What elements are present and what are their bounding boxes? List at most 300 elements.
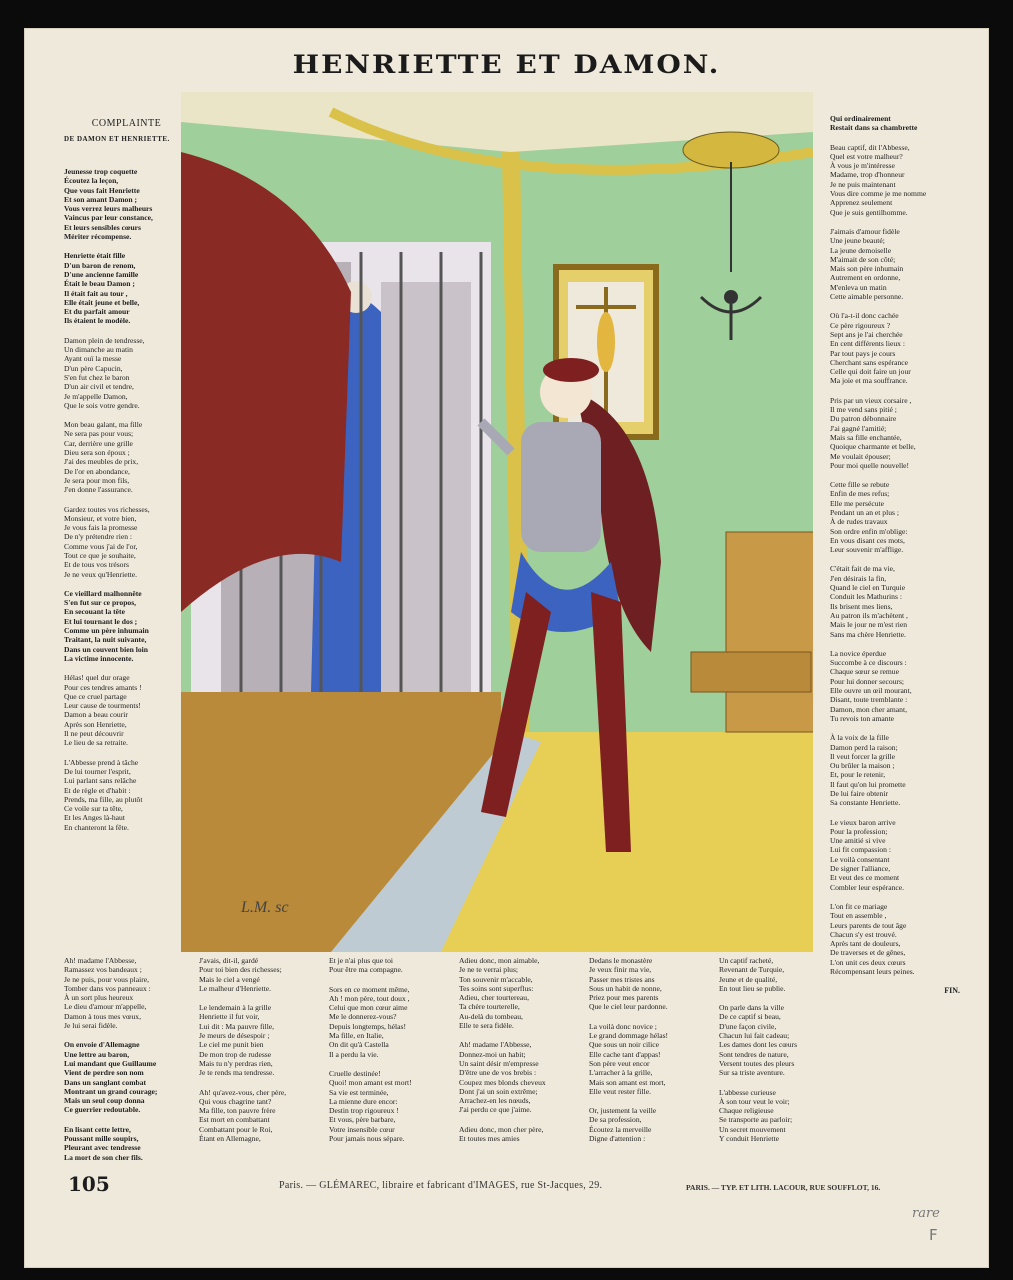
verse-line: Madame, trop d'honneur <box>830 170 905 180</box>
stanza <box>830 480 960 554</box>
verse-line: D'un air civil et tendre, <box>64 382 134 392</box>
verse-line: Après tant de douleurs, <box>830 939 901 949</box>
verse-line: J'aimais d'amour fidèle <box>830 226 900 236</box>
verse-line: De ce captif si beau, <box>719 1012 781 1022</box>
verse-line: De signer l'alliance, <box>830 864 891 874</box>
verse-line: Leur souvenir m'afflige. <box>830 545 904 555</box>
verse-line: Mais son amant est mort, <box>589 1077 666 1087</box>
verse-line: De lui faire obtenir <box>830 789 888 798</box>
stanza <box>459 956 587 1030</box>
verse-line: Lui dit : Ma pauvre fille, <box>199 1021 275 1031</box>
verse-line: Je m'appelle Damon, <box>64 391 128 401</box>
stanza <box>830 649 960 723</box>
verse-line: Un captif racheté, <box>719 956 774 965</box>
stanza <box>719 956 847 993</box>
verse-line: Sors en ce moment même, <box>329 984 410 994</box>
verse-line: Conduit les Mathurins : <box>830 592 902 602</box>
verse-line: Dedans le monastère <box>589 956 653 965</box>
verse-line: Disant, toute tremblante : <box>830 695 908 705</box>
verse-line: Par tout pays je cours <box>830 348 896 358</box>
verse-line: Je ne te verrai plus; <box>459 965 519 975</box>
printer-imprint: PARIS. — TYP. ET LITH. LACOUR, RUE SOUFFLOT, 16. <box>686 1183 881 1192</box>
verse-line: Ce vieillard malhonnête <box>64 588 142 598</box>
stanza <box>64 505 189 579</box>
stanza <box>64 673 189 747</box>
verse-line: Quoi! mon amant est mort! <box>329 1078 412 1088</box>
verse-line: L'on fit ce mariage <box>830 901 888 911</box>
verse-line: Se transporte au parloir; <box>719 1115 793 1125</box>
verse-line: D'une façon civile, <box>719 1021 777 1031</box>
verse-line: Au patron ils m'achètent , <box>830 610 908 620</box>
verse-line: Comme un père inhumain <box>64 626 149 636</box>
verse-line: Lui parlant sans relâche <box>64 776 137 786</box>
verse-line: Écoutez la merveille <box>589 1124 652 1134</box>
verse-line: Ce voile sur ta tête, <box>64 804 123 814</box>
verse-line: Tout en assemble , <box>830 911 887 921</box>
verse-line: M'enleva un matin <box>830 282 887 292</box>
verse-line: De mon trop de rudesse <box>199 1049 272 1059</box>
verse-line: Ce guerrier redoutable. <box>64 1105 141 1115</box>
verse-line: Que le ciel leur pardonne. <box>589 1002 668 1012</box>
verse-line: Le lendemain à la grille <box>199 1003 272 1013</box>
verse-line: Montrant un grand courage; <box>64 1086 158 1096</box>
verse-line: Qui ordinairement <box>830 114 891 123</box>
verse-line: La mort de son cher fils. <box>64 1152 143 1162</box>
verse-line: Chaque sœur se remue <box>830 667 899 677</box>
verse-line: C'était fait de ma vie, <box>830 564 895 574</box>
verse-line: À vous je m'intéresse <box>830 161 895 171</box>
verse-line: M'aimait de son côté; <box>830 254 896 264</box>
verse-line: Cruelle destinée! <box>329 1068 381 1078</box>
verse-line: J'avais, dit-il, gardé <box>199 956 259 965</box>
verse-line: D'une ancienne famille <box>64 269 139 279</box>
verse-line: Celui que mon cœur aime <box>329 1003 408 1013</box>
verse-line: Adieu donc, mon aimable, <box>459 956 540 965</box>
bottom-column <box>329 956 457 1153</box>
verse-line: Le voilà consentant <box>830 854 890 864</box>
stanza <box>329 956 457 975</box>
verse-line: À de rudes travaux <box>830 517 888 527</box>
verse-line: Ramassez vos bandeaux ; <box>64 965 142 975</box>
verse-line: Leur cause de tourments! <box>64 701 141 711</box>
verse-line: Dans un sanglant combat <box>64 1077 147 1087</box>
right-text-column <box>830 114 960 995</box>
verse-line: Étant en Allemagne, <box>199 1134 261 1144</box>
verse-line: Prends, ma fille, au plutôt <box>64 794 143 804</box>
verse-line: Le vieux baron arrive <box>830 817 896 827</box>
bottom-column <box>459 956 587 1153</box>
verse-line: Qui vous chagrine tant? <box>199 1096 272 1106</box>
verse-line: Tu revois ton amante <box>830 713 895 723</box>
verse-line: Elle me persécute <box>830 498 884 508</box>
verse-line: Je lui serai fidèle. <box>64 1021 118 1031</box>
verse-line: Sont tendres de nature, <box>719 1049 789 1059</box>
verse-line: Du patron débonnaire <box>830 414 897 424</box>
verse-line: Cette aimable personne. <box>830 292 904 302</box>
verse-line: Comme vous j'ai de l'or, <box>64 541 138 551</box>
stanza <box>589 1022 717 1096</box>
verse-line: Ah ! mon père, tout doux , <box>329 993 410 1003</box>
verse-line: Son père veut encor <box>589 1058 650 1068</box>
verse-line: Beau captif, dit l'Abbesse, <box>830 142 910 152</box>
verse-line: D'un baron de renom, <box>64 260 136 270</box>
verse-line: Que ce cruel partage <box>64 691 127 701</box>
verse-line: Gardez toutes vos richesses, <box>64 504 150 514</box>
stanza <box>830 311 960 385</box>
verse-line: Ils étaient le modèle. <box>64 316 131 326</box>
verse-line: Ce père rigoureux ? <box>830 320 891 330</box>
verse-line: Mais sa fille enchantée, <box>830 432 902 442</box>
verse-line: Leurs parents de tout âge <box>830 920 907 930</box>
verse-line: Pendant un an et plus ; <box>830 507 899 517</box>
verse-line: Et je n'ai plus que toi <box>329 956 394 965</box>
verse-line: Écoutez la leçon, <box>64 176 119 186</box>
verse-line: Les dames dont les cœurs <box>719 1040 798 1050</box>
stanza <box>199 1003 327 1077</box>
verse-line: Et les Anges là-haut <box>64 813 125 823</box>
verse-line: Passer mes tristes ans <box>589 974 655 984</box>
verse-line: L'abbesse curieuse <box>719 1087 776 1097</box>
verse-line: J'en désirais la fin, <box>830 573 887 583</box>
verse-line: Pour jamais nous sépare. <box>329 1134 405 1144</box>
verse-line: La novice éperdue <box>830 648 887 658</box>
verse-line: Que le sois votre gendre. <box>64 400 140 410</box>
verse-line: De n'y prétendre rien : <box>64 532 132 542</box>
verse-line: Elle ouvre un œil mourant, <box>830 686 912 696</box>
verse-line: Damon plein de tendresse, <box>64 335 145 345</box>
stanza <box>830 396 960 470</box>
stanza <box>830 733 960 807</box>
stanza <box>719 1003 847 1077</box>
verse-line: Ils brisent mes liens, <box>830 601 893 611</box>
verse-line: Damon à tous mes vœux, <box>64 1011 141 1021</box>
stanza <box>719 1088 847 1144</box>
verse-line: Adieu donc, mon cher père, <box>459 1124 544 1134</box>
verse-line: Apprenez seulement <box>830 198 893 208</box>
verse-line: Hélas! quel dur orage <box>64 673 130 683</box>
verse-line: De sa profession, <box>589 1115 642 1125</box>
stanza <box>830 564 960 638</box>
verse-line: Donnez-moi un habit; <box>459 1049 526 1059</box>
bottom-column <box>64 956 192 1172</box>
verse-line: En chanteront la fête. <box>64 822 129 832</box>
verse-line: Combler leur espérance. <box>830 882 905 892</box>
verse-line: Pour lui donner secours; <box>830 676 905 686</box>
verse-line: Dont j'ai un soin extrême; <box>459 1086 538 1096</box>
verse-line: Ta chère tourterelle, <box>459 1002 520 1012</box>
verse-line: J'ai gagné l'amitié; <box>830 423 887 433</box>
verse-line: Vous verrez leurs malheurs <box>64 204 153 214</box>
verse-line: Elle veut rester fille. <box>589 1086 651 1096</box>
verse-line: Ah! qu'avez-vous, cher père, <box>199 1087 287 1097</box>
verse-line: Cette fille se rebute <box>830 480 890 490</box>
verse-line: J'ai des meubles de prix, <box>64 457 139 467</box>
verse-line: Et de tous vos trésors <box>64 560 129 570</box>
verse-line: Mon beau galant, ma fille <box>64 420 143 430</box>
verse-line: Et toutes mes amies <box>459 1134 520 1144</box>
verse-line: On dit qu'à Castella <box>329 1040 389 1050</box>
verse-line: Je ne puis maintenant <box>830 179 896 189</box>
verse-line: Je veux finir ma vie, <box>589 965 652 975</box>
verse-line: Ma fille, ton pauvre frère <box>199 1106 276 1116</box>
verse-line: Je te rends ma tendresse. <box>199 1068 275 1078</box>
verse-line: À la voix de la fille <box>830 733 889 743</box>
verse-line: Mais son père inhumain <box>830 264 904 274</box>
verse-line: La mienne dure encor: <box>329 1096 398 1106</box>
verse-line: Dieu sera son époux ; <box>64 448 130 458</box>
verse-line: Priez pour mes parents <box>589 993 659 1003</box>
verse-line: Elle était jeune et belle, <box>64 297 140 307</box>
verse-line: Et veut des ce moment <box>830 873 900 883</box>
verse-line: Monsieur, et votre bien, <box>64 513 137 523</box>
stanza <box>830 818 960 892</box>
verse-line: Une lettre au baron, <box>64 1049 130 1059</box>
verse-line: Le dieu d'amour m'appelle, <box>64 1002 147 1012</box>
verse-line: Elle cache tant d'appas! <box>589 1049 661 1059</box>
verse-line: Mais un seul coup donna <box>64 1096 145 1106</box>
verse-line: On envoie d'Allemagne <box>64 1040 140 1050</box>
verse-line: Ma joie et ma souffrance. <box>830 376 908 386</box>
verse-line: Je ne veux qu'Henriette. <box>64 569 138 579</box>
verse-line: Il ne peut découvrir <box>64 729 124 739</box>
verse-line: Autrement en ordonne, <box>830 273 901 283</box>
verse-line: Sans ma chère Henriette. <box>830 629 906 639</box>
publisher-imprint: Paris. — GLÉMAREC, libraire et fabricant d'IMAGES, rue St-Jacques, 29. <box>279 1180 603 1191</box>
bottom-column <box>589 956 717 1153</box>
verse-line: Coupez mes blonds cheveux <box>459 1077 546 1087</box>
verse-line: Tomber dans vos panneaux : <box>64 983 151 993</box>
verse-line: Votre insensible cœur <box>329 1124 395 1134</box>
page-title: HENRIETTE ET DAMON. <box>292 49 721 80</box>
verse-line: Traitant, la nuit suivante, <box>64 635 147 645</box>
verse-line: Quoique charmante et belle, <box>830 442 916 452</box>
verse-line: La jeune demoiselle <box>830 245 892 255</box>
stanza <box>199 1088 327 1144</box>
verse-line: À son tour veut le voir; <box>719 1096 790 1106</box>
verse-line: De lui tourner l'esprit, <box>64 766 131 776</box>
verse-line: Damon, mon cher amant, <box>830 704 907 714</box>
verse-line: Le malheur d'Henriette. <box>199 983 271 993</box>
pencil-mark: F <box>929 1226 938 1244</box>
engraving-illustration <box>181 92 813 952</box>
stanza <box>329 985 457 1059</box>
verse-line: Cherchant sans espérance <box>830 357 909 367</box>
verse-line: Vient de perdre son nom <box>64 1068 144 1078</box>
verse-line: La voilà donc novice ; <box>589 1021 657 1031</box>
verse-line: Restait dans sa chambrette <box>830 123 918 133</box>
verse-line: Quand le ciel en Turquie <box>830 583 906 593</box>
page-number: 105 <box>68 1172 110 1196</box>
verse-line: Je meurs de désespoir ; <box>199 1031 270 1041</box>
verse-line: Elle te sera fidèle. <box>459 1021 514 1031</box>
verse-line: D'être une de vos brebis : <box>459 1068 537 1078</box>
verse-line: Il a perdu la vie. <box>329 1049 379 1059</box>
verse-line: À un sort plus heureux <box>64 993 134 1003</box>
verse-line: En secouant la tête <box>64 607 125 617</box>
stanza <box>830 114 960 133</box>
verse-line: Ou brûler la maison ; <box>830 761 895 771</box>
verse-line: Et, pour le retenir, <box>830 770 886 780</box>
verse-line: Ton souvenir m'accable, <box>459 974 533 984</box>
verse-line: La victime innocente. <box>64 653 134 663</box>
verse-line: Que sous un noir cilice <box>589 1040 660 1050</box>
verse-line: Combattant pour le Roi, <box>199 1124 273 1134</box>
verse-line: Une amitié si vive <box>830 836 886 846</box>
verse-line: Est mort en combattant <box>199 1115 270 1125</box>
stanza <box>64 589 189 663</box>
verse-line: Ayant ouï la messe <box>64 354 122 364</box>
verse-line: Celle qui doit faire un jour <box>830 367 911 377</box>
verse-line: Tout ce que je souhaite, <box>64 550 136 560</box>
verse-line: Pour ces tendres amants ! <box>64 682 142 692</box>
verse-line: Et de règle et d'habit : <box>64 785 131 795</box>
pencil-note: rare <box>912 1206 940 1221</box>
verse-line: Et du parfait amour <box>64 307 130 317</box>
verse-line: Mais le jour ne m'est rien <box>830 620 908 630</box>
verse-line: Récompensant leurs peines. <box>830 967 915 977</box>
verse-line: Un dimanche au matin <box>64 345 133 355</box>
verse-line: Dans un couvent bien loin <box>64 644 148 654</box>
verse-line: Versent toutes des pleurs <box>719 1058 795 1068</box>
verse-line: Il me vend sans pitié ; <box>830 405 897 415</box>
stanza <box>589 956 717 1012</box>
verse-line: Jeune et de qualité, <box>719 974 778 984</box>
verse-line: En cent différents lieux : <box>830 339 905 349</box>
verse-line: Je vous fais la promesse <box>64 523 138 533</box>
verse-line: L'arracher à la grille, <box>589 1068 653 1078</box>
verse-line: Sur sa triste aventure. <box>719 1068 785 1078</box>
verse-line: Au-delà du tombeau, <box>459 1011 523 1021</box>
verse-line: S'en fut chez le baron <box>64 372 130 382</box>
verse-line: Me voulait épouser; <box>830 451 891 461</box>
stanza <box>589 1106 717 1143</box>
verse-line: Destin trop rigoureux ! <box>329 1106 399 1116</box>
verse-line: Sept ans je l'ai cherchée <box>830 329 903 339</box>
verse-line: Vaincus par leur constance, <box>64 213 153 223</box>
bottom-column <box>199 956 327 1153</box>
verse-line: Et son amant Damon ; <box>64 194 137 204</box>
verse-line: Un saint désir m'empresse <box>459 1058 539 1068</box>
verse-line: Lui mandant que Guillaume <box>64 1058 157 1068</box>
verse-line: Une jeune beauté; <box>830 236 885 246</box>
stanza <box>459 1040 587 1114</box>
verse-line: Il faut qu'on lui promette <box>830 779 906 789</box>
verse-line: Henriette il fut voir, <box>199 1012 260 1022</box>
verse-line: Il veut forcer la grille <box>830 751 895 761</box>
verse-line: Sa vie est terminée, <box>329 1087 389 1097</box>
verse-line: Ah! madame l'Abbesse, <box>459 1040 532 1050</box>
verse-line: Pris par un vieux corsaire , <box>830 395 912 405</box>
verse-line: Pleurant avec tendresse <box>64 1143 141 1153</box>
verse-line: Revenant de Turquie, <box>719 965 785 975</box>
verse-line: Henriette était fille <box>64 251 126 261</box>
verse-line: Lui fit compassion : <box>830 845 891 855</box>
verse-line: Car, derrière une grille <box>64 438 133 448</box>
bottom-text-columns <box>64 956 964 1176</box>
verse-line: Un secret mouvement <box>719 1124 786 1134</box>
left-text-column <box>64 118 189 842</box>
stanza <box>64 336 189 410</box>
verse-line: Après son Henriette, <box>64 719 127 729</box>
left-stanzas <box>64 167 189 832</box>
stanza <box>64 758 189 832</box>
verse-line: Tes soins sont superflus: <box>459 983 534 993</box>
verse-line: Pour être ma compagne. <box>329 965 403 975</box>
stanza <box>329 1069 457 1143</box>
stanza <box>64 167 189 241</box>
stanza <box>830 227 960 301</box>
verse-line: Était le beau Damon ; <box>64 279 135 289</box>
stanza <box>64 251 189 325</box>
verse-line: Ma fille, en Italie, <box>329 1031 384 1041</box>
verse-line: Me le donnerez-vous? <box>329 1012 397 1022</box>
stanza <box>64 956 192 1030</box>
stanza <box>459 1125 587 1144</box>
stanza <box>64 420 189 494</box>
verse-line: Le lieu de sa retraite. <box>64 738 128 748</box>
verse-line: Enfin de mes refus; <box>830 489 890 499</box>
print-sheet <box>24 28 989 1268</box>
verse-line: L'Abbesse prend à tâche <box>64 757 139 767</box>
verse-line: En vous disant ces mots, <box>830 535 905 545</box>
verse-line: Je ne puis, pour vous plaire, <box>64 974 149 984</box>
right-stanzas <box>830 114 960 976</box>
complainte-subheading: DE DAMON ET HENRIETTE. <box>64 135 170 143</box>
verse-line: Or, justement la veille <box>589 1106 657 1116</box>
verse-line: Quel est votre malheur? <box>830 151 903 161</box>
verse-line: Damon perd la raison; <box>830 742 898 752</box>
verse-line: Chacun lui fait cadeau; <box>719 1031 790 1041</box>
verse-line: D'un père Capucin, <box>64 363 123 373</box>
verse-line: J'ai perdu ce que j'aime. <box>459 1105 532 1115</box>
verse-line: Ne sera pas pour vous; <box>64 429 134 439</box>
verse-line: Et vous, père barbare, <box>329 1115 396 1125</box>
verse-line: S'en fut sur ce propos, <box>64 598 137 608</box>
verse-line: De traverses et de gênes, <box>830 948 906 958</box>
verse-line: Pour la profession; <box>830 826 888 836</box>
verse-line: Je sera pour mon fils, <box>64 475 130 485</box>
verse-line: Que je suis gentilhomme. <box>830 207 908 217</box>
verse-line: Chaque religieuse <box>719 1106 774 1116</box>
stanza <box>64 1125 192 1162</box>
complainte-heading: COMPLAINTE <box>91 118 162 129</box>
verse-line: Où l'a-t-il donc cachée <box>830 311 899 321</box>
engraver-signature: L.M. sc <box>241 899 289 916</box>
verse-line: Mais tu n'y perdras rien, <box>199 1058 273 1068</box>
verse-line: Adieu, cher tourtereau, <box>459 993 529 1003</box>
verse-line: Que vous fait Henriette <box>64 185 140 195</box>
verse-line: Et leurs sensibles cœurs <box>64 222 141 232</box>
verse-line: Sous un habit de nonne, <box>589 983 662 993</box>
verse-line: Le ciel me punit bien <box>199 1040 264 1050</box>
verse-line: L'on unit ces deux cœurs <box>830 957 906 967</box>
verse-line: De l'or en abondance, <box>64 466 130 476</box>
verse-line: Ah! madame l'Abbesse, <box>64 956 137 965</box>
stanza <box>830 143 960 217</box>
bottom-column <box>719 956 847 1153</box>
verse-line: Mais le ciel a vengé <box>199 974 260 984</box>
verse-line: Son ordre enfin m'oblige: <box>830 526 908 536</box>
verse-line: Chacun s'y est trouvé. <box>830 929 897 939</box>
verse-line: Jeunesse trop coquette <box>64 167 138 176</box>
verse-line: Il était fait au tour , <box>64 288 128 298</box>
verse-line: Arrachez-en les nœuds, <box>459 1096 531 1106</box>
stanza <box>64 1040 192 1114</box>
verse-line: Vous dire comme je me nomme <box>830 189 927 199</box>
stanza <box>199 956 327 993</box>
verse-line: Sa constante Henriette. <box>830 798 901 808</box>
verse-line: Y conduit Henriette <box>719 1134 780 1144</box>
